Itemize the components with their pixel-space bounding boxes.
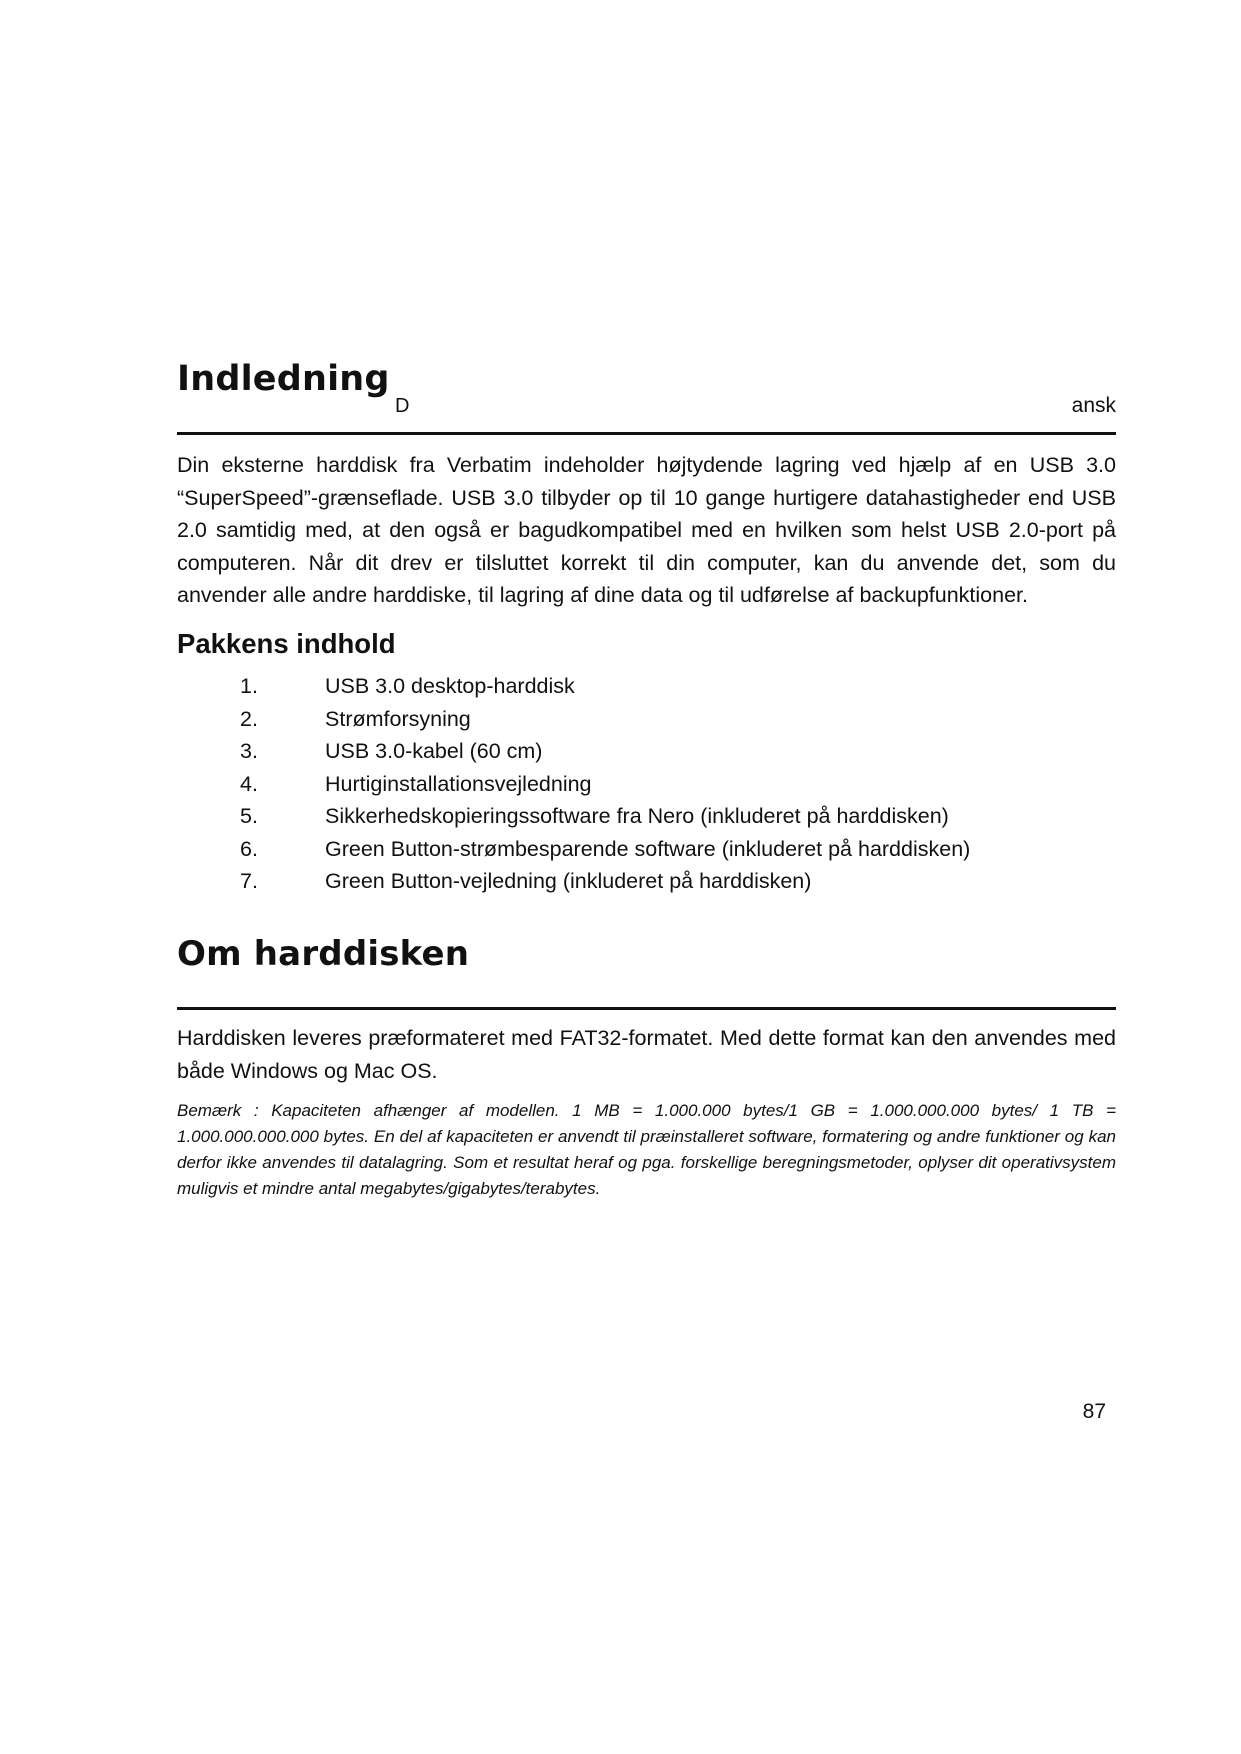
list-item [240, 800, 970, 833]
list-item [240, 768, 970, 801]
page-number: 87 [1082, 1400, 1106, 1423]
list-item [240, 670, 970, 703]
package-contents-heading: Pakkens indhold [177, 628, 396, 659]
language-label: ansk [1071, 394, 1116, 417]
list-item-text: Green Button-vejledning (inkluderet på harddisken) [325, 869, 812, 893]
list-item-text: Hurtiginstallationsvejledning [325, 771, 592, 796]
list-item [240, 833, 970, 866]
list-item-text: Strømforsyning [325, 706, 471, 731]
list-item [240, 865, 970, 898]
section-title-om-harddisken: Om harddisken [177, 934, 470, 975]
intro-header [177, 358, 1116, 435]
om-harddisken-paragraph: Harddisken leveres præformateret med FAT32-formatet. Med dette format kan den anvendes med både Windows og Mac OS. [177, 1026, 1116, 1083]
section-title-indledning: Indledning [177, 358, 390, 399]
list-item-text: Sikkerhedskopieringssoftware fra Nero (inkluderet på harddisken) [325, 804, 949, 828]
list-item [240, 735, 970, 768]
intro-paragraph: Din eksterne harddisk fra Verbatim indeholder højtydende lagring ved hjælp af en USB 3.0 “SuperSpeed”-grænseflade. USB 3.0 tilbyder op til 10 gange hurtigere datahastigheder end USB 2.0 samtidig med, at den også er bagudkompatibel med en hvilken som helst USB 2.0-port på computeren. Når dit drev er tilsluttet korrekt til din computer, kan du anvende det, som du anvender alle andre harddiske, til lagring af dine data og til udførelse af backupfunktioner. [177, 453, 1116, 607]
list-item-text: USB 3.0 desktop-harddisk [325, 674, 575, 698]
package-contents-list [240, 670, 970, 898]
list-item-text: Green Button-strømbesparende software (inkluderet på harddisken) [325, 836, 971, 861]
language-marker-d: D [395, 395, 410, 417]
list-item-number: 3. [240, 739, 258, 763]
list-item-number: 6. [240, 836, 258, 861]
om-harddisken-header [177, 934, 1116, 1010]
list-item [240, 703, 970, 736]
list-item-number: 2. [240, 706, 258, 731]
capacity-note: Bemærk : Kapaciteten afhænger af modellen. 1 MB = 1.000.000 bytes/1 GB = 1.000.000.000 bytes/ 1 TB = 1.000.000.000.000 bytes. En del af kapaciteten er anvendt til præinstalleret software, formatering og andre funktioner og kan derfor ikke anvendes til datalagring. Som et resultat heraf og pga. forskellige beregningsmetoder, oplyser dit operativsystem muligvis et mindre antal megabytes/gigabytes/terabytes. [177, 1101, 1116, 1198]
list-item-text: USB 3.0-kabel (60 cm) [325, 739, 543, 763]
list-item-number: 1. [240, 674, 258, 698]
list-item-number: 5. [240, 804, 258, 828]
list-item-number: 7. [240, 869, 258, 893]
list-item-number: 4. [240, 771, 258, 796]
